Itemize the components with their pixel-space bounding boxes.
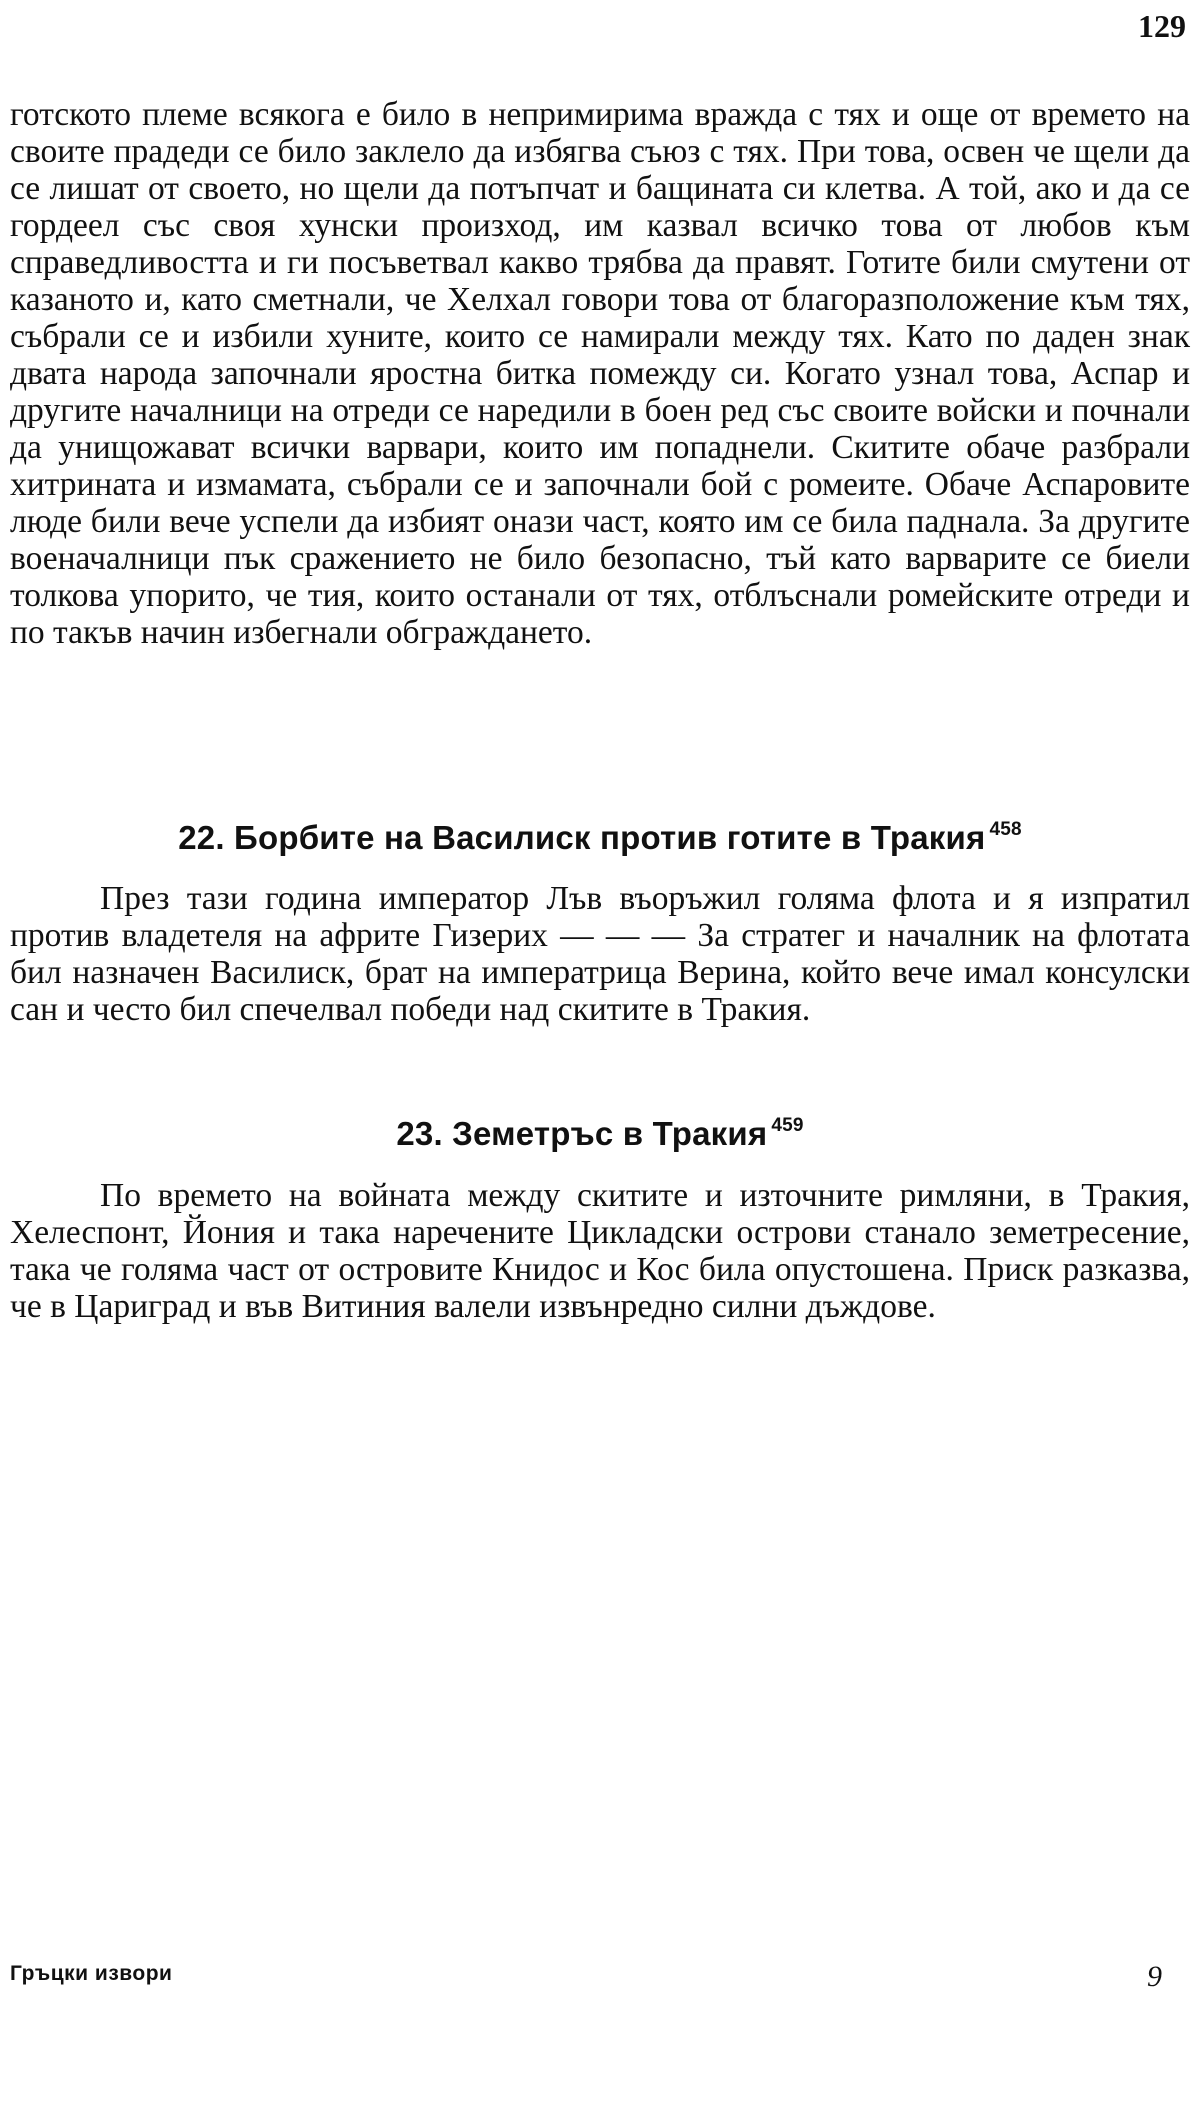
section-23-body (10, 1177, 1190, 1325)
section-22-title: 22. Борбите на Василиск против готите в Тракия (178, 819, 986, 856)
paragraph-text: готското племе всякога е било в непримирима вражда с тях и още от времето на своите прадеди се било заклело да избягва съюз с тях. При това, освен че щели да се лишат от своето, но щели да потъпчат и бащината си клетва. А той, ако и да се гордеел със своя хунски произход, им казвал всичко това от любов към справедливостта и ги посъветвал какво трябва да правят. Готите били смутени от казаното и, като сметнали, че Хелхал говори това от благоразположение към тях, събрали се и избили хуните, които се намирали между тях. Като по даден знак двата народа започнали яростна битка помежду си. Когато узнал това, Аспар и другите началници на отреди се наредили в боен ред със своите войски и почнали да унищожават всички варвари, които им попаднели. Скитите обаче разбрали хитрината и измамата, събрали се и започнали бой с ромеите. Обаче Аспаровите люде били вече успели да избият онази част, която им се била паднала. За другите военачалници пък сражението не било безопасно, тъй като варварите се биели толкова упорито, че тия, които останали от тях, отблъснали ромейските отреди и по такъв начин избегнали обграждането. (10, 96, 1190, 651)
signature-mark: 9 (1147, 1960, 1162, 1993)
section-22-heading (10, 818, 1190, 858)
section-23-title: 23. Земетръс в Тракия (396, 1115, 768, 1152)
page-number: 129 (1138, 8, 1186, 44)
footnote-ref-458: 458 (989, 819, 1022, 840)
paragraph-text: По времето на войната между скитите и източните римляни, в Тракия, Хелеспонт, Йония и така наречените Цикладски острови станало земетресение, така че голяма част от островите Книдос и Кос била опустошена. Приск разказва, че в Цариград и във Витиния валели извънредно силни дъждове. (10, 1177, 1190, 1325)
paragraph-text: През тази година император Лъв въоръжил голяма флота и я изпратил против владетеля на африте Гизерих — — — За стратег и началник на флотата бил назначен Василиск, брат на императрица Верина, който вече имал консулски сан и често бил спечелвал победи над скитите в Тракия. (10, 880, 1190, 1028)
paragraph-continuation (10, 96, 1190, 651)
footnote-ref-459: 459 (771, 1115, 804, 1136)
section-23-heading (10, 1114, 1190, 1154)
footer-signature: Гръцки извори (10, 1962, 173, 1985)
section-22-body (10, 880, 1190, 1028)
